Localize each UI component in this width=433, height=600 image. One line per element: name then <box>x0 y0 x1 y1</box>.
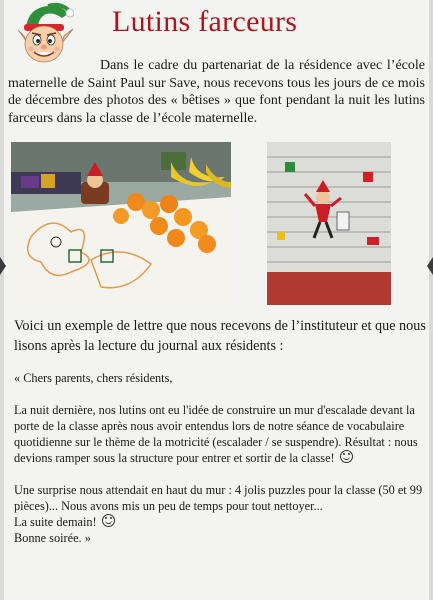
letter-body <box>14 370 426 546</box>
letter-paragraph-1 <box>14 402 426 466</box>
letter-paragraph-2: Une surprise nous attendait en haut du mur : 4 jolis puzzles pour la classe (50 et 99 pièces)... Nous avons mis un peu de temps pour tout nettoyer... <box>14 483 423 513</box>
next-page-arrow-icon[interactable] <box>427 257 433 275</box>
lead-paragraph: Voici un exemple de lettre que nous recevons de l’instituteur et que nous lisons après la lecture du journal aux résidents : <box>14 318 426 354</box>
letter-closing: Bonne soirée. » <box>14 531 91 545</box>
intro-text: Dans le cadre du partenariat de la résidence avec l’école maternelle de Saint Paul sur Save, nous recevons tous les jours de ce mois de décembre des photos des « bêtises » que font pendant la nuit les lutins farceurs dans la classe de l’école maternelle. <box>8 58 425 126</box>
smiley-icon <box>340 450 353 463</box>
left-edge <box>0 0 4 600</box>
letter-paragraph-1-text: La nuit dernière, nos lutins ont eu l'idée de construire un mur d'escalade devant la porte de la classe après nous avoir entendus lors de notre séance de vocabulaire quotidienne sur le thème de la motricité (escalader / se suspendre). Résultat : nous devions ramper sous la structure pour entrer et sortir de la classe! <box>14 403 418 465</box>
intro-paragraph <box>8 57 425 127</box>
smiley-icon-2 <box>102 514 115 527</box>
previous-page-arrow-icon[interactable] <box>0 257 6 275</box>
letter-line-3 <box>14 514 426 530</box>
letter-line-3-text: La suite demain! <box>14 515 97 529</box>
climbing-wall-photo <box>267 142 391 305</box>
letter-greeting: « Chers parents, chers résidents, <box>14 371 173 385</box>
right-edge <box>429 0 433 600</box>
page-title: Lutins farceurs <box>112 5 298 38</box>
classroom-photo <box>11 142 231 305</box>
